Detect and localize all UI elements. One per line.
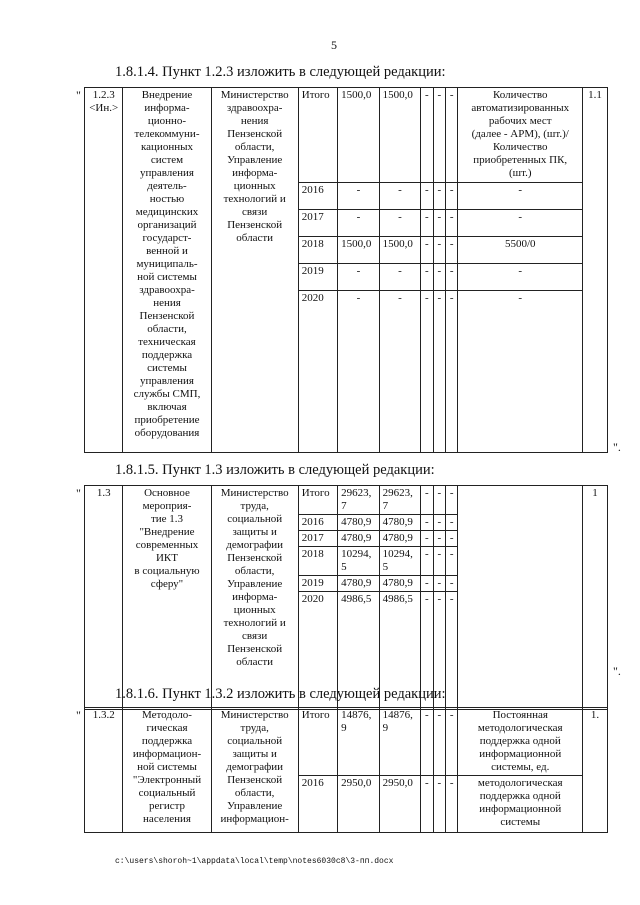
total-cell: 1500,0 [338,88,380,183]
item-name: Основное мероприя- тие 1.3 "Внедрение современных ИКТ в социальную сферу" [123,486,211,710]
indicator-cell [458,486,583,710]
item-name: Внедрение информа- ционно- телекоммуни- кационных систем управления деятель- ностью медицинских организаций государст- венной и муниципаль- ной системы здравоохра- нения Пензенской области, техническая поддержка системы управления службы СМП, включая приобретение оборудования [123,88,211,453]
indicator-cell: - [458,264,583,291]
indicator-cell: - [458,183,583,210]
budget-cell: - [446,776,458,833]
budget-cell: - [433,547,445,576]
budget-cell: - [446,183,458,210]
budget-cell: 1500,0 [379,237,421,264]
year-cell: 2020 [298,592,337,710]
budget-cell: - [433,88,445,183]
budget-cell: - [446,531,458,547]
budget-cell: - [433,531,445,547]
budget-cell: - [421,237,433,264]
indicator-cell: методологическая поддержка одной информационной системы [458,776,583,833]
budget-cell: - [421,531,433,547]
open-quote: " [76,708,81,722]
total-cell: 4780,9 [338,531,380,547]
budget-cell: - [421,210,433,237]
budget-cell: - [433,708,445,776]
budget-cell: - [379,210,421,237]
total-cell: 2950,0 [338,776,380,833]
close-quote: ". [613,664,621,678]
budget-cell: - [379,291,421,453]
year-cell: 2017 [298,531,337,547]
year-cell: 2019 [298,264,337,291]
budget-cell: 14876,9 [379,708,421,776]
budget-cell: - [446,547,458,576]
section-table [84,707,608,833]
budget-cell: 4780,9 [379,515,421,531]
budget-cell: - [421,486,433,515]
year-cell: 2016 [298,776,337,833]
link-cell: 1. [583,708,608,833]
indicator-cell: Количество автоматизированных рабочих мест (далее - АРМ), (шт.)/ Количество приобретенных ПК, (шт.) [458,88,583,183]
budget-cell: 4986,5 [379,592,421,710]
total-cell: 4780,9 [338,515,380,531]
budget-cell: - [433,183,445,210]
budget-cell: - [421,88,433,183]
total-cell: 4986,5 [338,592,380,710]
budget-cell: - [446,237,458,264]
budget-cell: - [446,576,458,592]
section-table [84,485,608,710]
budget-cell: - [433,237,445,264]
budget-cell: - [433,486,445,515]
open-quote: " [76,486,81,500]
link-cell: 1 [583,486,608,710]
total-cell: 10294,5 [338,547,380,576]
item-number: 1.3.2 [85,708,123,833]
budget-cell: - [446,515,458,531]
budget-cell: - [421,708,433,776]
year-cell: Итого [298,708,337,776]
total-cell: - [338,210,380,237]
total-cell: - [338,264,380,291]
link-cell: 1.1 [583,88,608,453]
item-number: 1.3 [85,486,123,710]
budget-cell: - [421,576,433,592]
year-cell: Итого [298,88,337,183]
budget-cell: - [433,515,445,531]
year-cell: 2018 [298,547,337,576]
budget-cell: - [421,547,433,576]
open-quote: " [76,88,81,102]
indicator-cell: - [458,291,583,453]
page-number: 5 [331,38,337,52]
budget-cell: - [446,486,458,515]
budget-cell: 10294,5 [379,547,421,576]
indicator-cell: - [458,210,583,237]
budget-cell: 1500,0 [379,88,421,183]
total-cell: 4780,9 [338,576,380,592]
total-cell: 14876,9 [338,708,380,776]
item-number: 1.2.3 <Ин.> [85,88,123,453]
budget-cell: - [446,708,458,776]
budget-cell: 2950,0 [379,776,421,833]
year-cell: Итого [298,486,337,515]
budget-cell: - [446,291,458,453]
budget-cell: - [446,592,458,710]
budget-cell: - [421,592,433,710]
budget-cell: - [433,576,445,592]
year-cell: 2016 [298,515,337,531]
year-cell: 2017 [298,210,337,237]
total-cell: - [338,183,380,210]
budget-cell: - [379,264,421,291]
section-heading: 1.8.1.4. Пункт 1.2.3 изложить в следующей редакции: [115,64,446,80]
item-executor: Министерство труда, социальной защиты и демографии Пензенской области, Управление информацион- [211,708,298,833]
total-cell: 1500,0 [338,237,380,264]
section-table [84,87,608,453]
budget-cell: 4780,9 [379,531,421,547]
budget-cell: - [379,183,421,210]
budget-cell: - [421,291,433,453]
budget-cell: - [433,264,445,291]
section-heading: 1.8.1.5. Пункт 1.3 изложить в следующей редакции: [115,462,435,478]
item-executor: Министерство здравоохра- нения Пензенской области, Управление информа- ционных технологий и связи Пензенской области [211,88,298,453]
year-cell: 2016 [298,183,337,210]
budget-cell: - [421,515,433,531]
budget-cell: - [421,776,433,833]
budget-cell: - [433,592,445,710]
budget-cell: - [446,88,458,183]
total-cell: 29623,7 [338,486,380,515]
total-cell: - [338,291,380,453]
budget-cell: - [433,291,445,453]
budget-cell: - [421,264,433,291]
indicator-cell: Постоянная методологическая поддержка одной информационной системы, ед. [458,708,583,776]
item-name: Методоло- гическая поддержка информацион- ной системы "Электронный социальный регистр населения [123,708,211,833]
year-cell: 2019 [298,576,337,592]
footer-file-path: c:\users\shoroh~1\appdata\local\temp\notes6030c8\3-пп.docx [115,857,394,866]
budget-cell: - [433,776,445,833]
budget-cell: 4780,9 [379,576,421,592]
budget-cell: - [446,210,458,237]
budget-cell: - [446,264,458,291]
budget-cell: - [421,183,433,210]
year-cell: 2018 [298,237,337,264]
section-heading: 1.8.1.6. Пункт 1.3.2 изложить в следующей редакции: [115,686,446,702]
year-cell: 2020 [298,291,337,453]
close-quote: ". [613,440,621,454]
item-executor: Министерство труда, социальной защиты и демографии Пензенской области, Управление информа- ционных технологий и связи Пензенской области [211,486,298,710]
budget-cell: - [433,210,445,237]
budget-cell: 29623,7 [379,486,421,515]
indicator-cell: 5500/0 [458,237,583,264]
